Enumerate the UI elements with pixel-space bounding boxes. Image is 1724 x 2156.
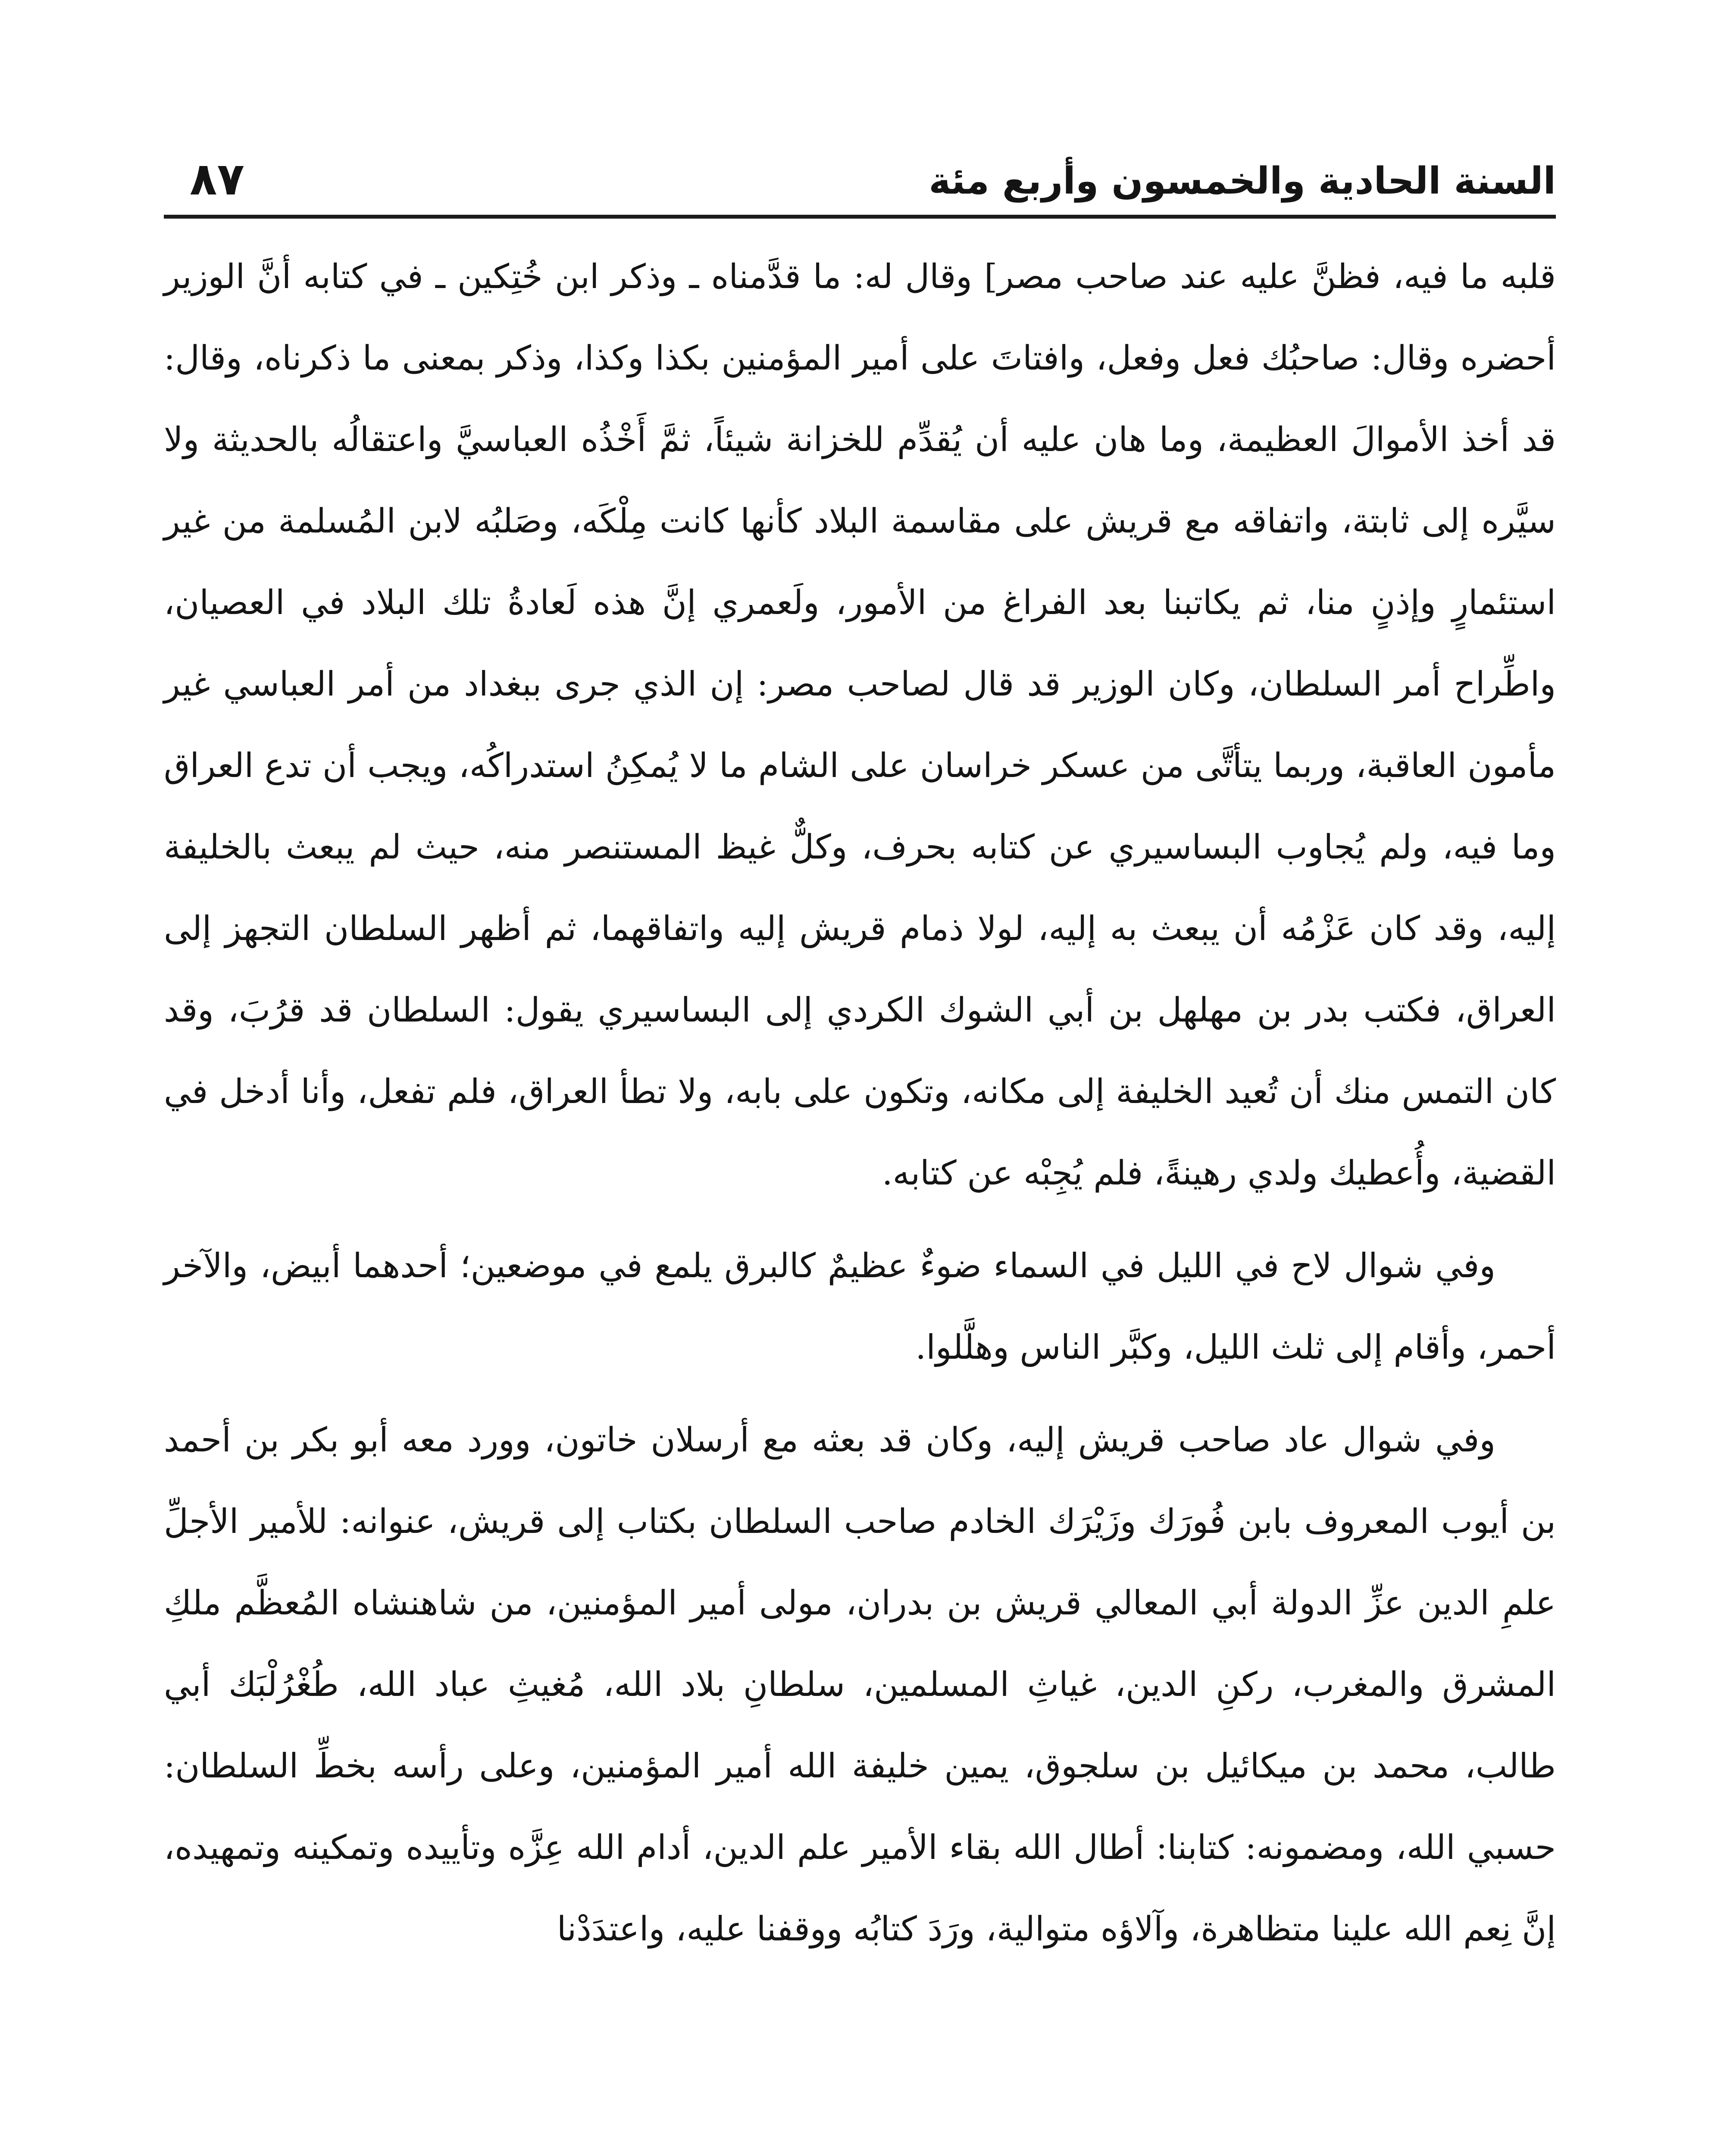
running-title: السنة الحادية والخمسون وأربع مئة <box>929 160 1556 203</box>
paragraph-1: قلبه ما فيه، فظنَّ عليه عند صاحب مصر] وقال له: ما قدَّمناه ـ وذكر ابن خُتِكين ـ في كتابه أنَّ الوزير أحضره وقال: صاحبُك فعل وفعل، وافتاتَ على أمير المؤمنين بكذا وكذا، وذكر بمعنى ما ذكرناه، وقال: قد أخذ الأموالَ العظيمة، وما هان عليه أن يُقدِّم للخزانة شيئاً، ثمَّ أَخْذُه العباسيَّ واعتقالُه بالحديثة ولا سيَّره إلى ثابتة، واتفاقه مع قريش على مقاسمة البلاد كأنها كانت مِلْكَه، وصَلبُه لابن المُسلمة من غير استئمارٍ وإذنٍ منا، ثم يكاتبنا بعد الفراغ من الأمور، ولَعمري إنَّ هذه لَعادةُ تلك البلاد في العصيان، واطِّراح أمر السلطان، وكان الوزير قد قال لصاحب مصر: إن الذي جرى ببغداد من أمر العباسي غير مأمون العاقبة، وربما يتأتَّى من عسكر خراسان على الشام ما لا يُمكِنُ استدراكُه، ويجب أن تدع العراق وما فيه، ولم يُجاوب البساسيري عن كتابه بحرف، وكلٌّ غيظ المستنصر منه، حيث لم يبعث بالخليفة إليه، وقد كان عَزْمُه أن يبعث به إليه، لولا ذمام قريش إليه واتفاقهما، ثم أظهر السلطان التجهز إلى العراق، فكتب بدر بن مهلهل بن أبي الشوك الكردي إلى البساسيري يقول: السلطان قد قرُبَ، وقد كان التمس منك أن تُعيد الخليفة إلى مكانه، وتكون على بابه، ولا تطأ العراق، فلم تفعل، وأنا أدخل في القضية، وأُعطيك ولدي رهينةً، فلم يُجِبْه عن كتابه. <box>164 257 1556 1193</box>
page-number: ٨٧ <box>190 153 244 205</box>
paragraph-2: وفي شوال لاح في الليل في السماء ضوءٌ عظيمٌ كالبرق يلمع في موضعين؛ أحدهما أبيض، والآخر أحمر، وأقام إلى ثلث الليل، وكبَّر الناس وهلَّلوا. <box>164 1247 1556 1367</box>
page-header <box>164 155 1556 207</box>
body-text <box>164 236 1556 1970</box>
paragraph-3: وفي شوال عاد صاحب قريش إليه، وكان قد بعثه مع أرسلان خاتون، وورد معه أبو بكر بن أحمد بن أيوب المعروف بابن فُورَك وزَيْرَك الخادم صاحب السلطان بكتاب إلى قريش، عنوانه: للأمير الأجلِّ علمِ الدين عزِّ الدولة أبي المعالي قريش بن بدران، مولى أمير المؤمنين، من شاهنشاه المُعظَّم ملكِ المشرق والمغرب، ركنِ الدين، غياثِ المسلمين، سلطانِ بلاد الله، مُغيثِ عباد الله، طُغْرُلْبَك أبي طالب، محمد بن ميكائيل بن سلجوق، يمين خليفة الله أمير المؤمنين، وعلى رأسه بخطِّ السلطان: حسبي الله، ومضمونه: كتابنا: أطال الله بقاء الأمير علم الدين، أدام الله عِزَّه وتأييده وتمكينه وتمهيده، إنَّ نِعم الله علينا متظاهرة، وآلاؤه متوالية، ورَدَ كتابُه ووقفنا عليه، واعتدَدْنا <box>164 1421 1556 1949</box>
header-rule <box>164 215 1556 219</box>
